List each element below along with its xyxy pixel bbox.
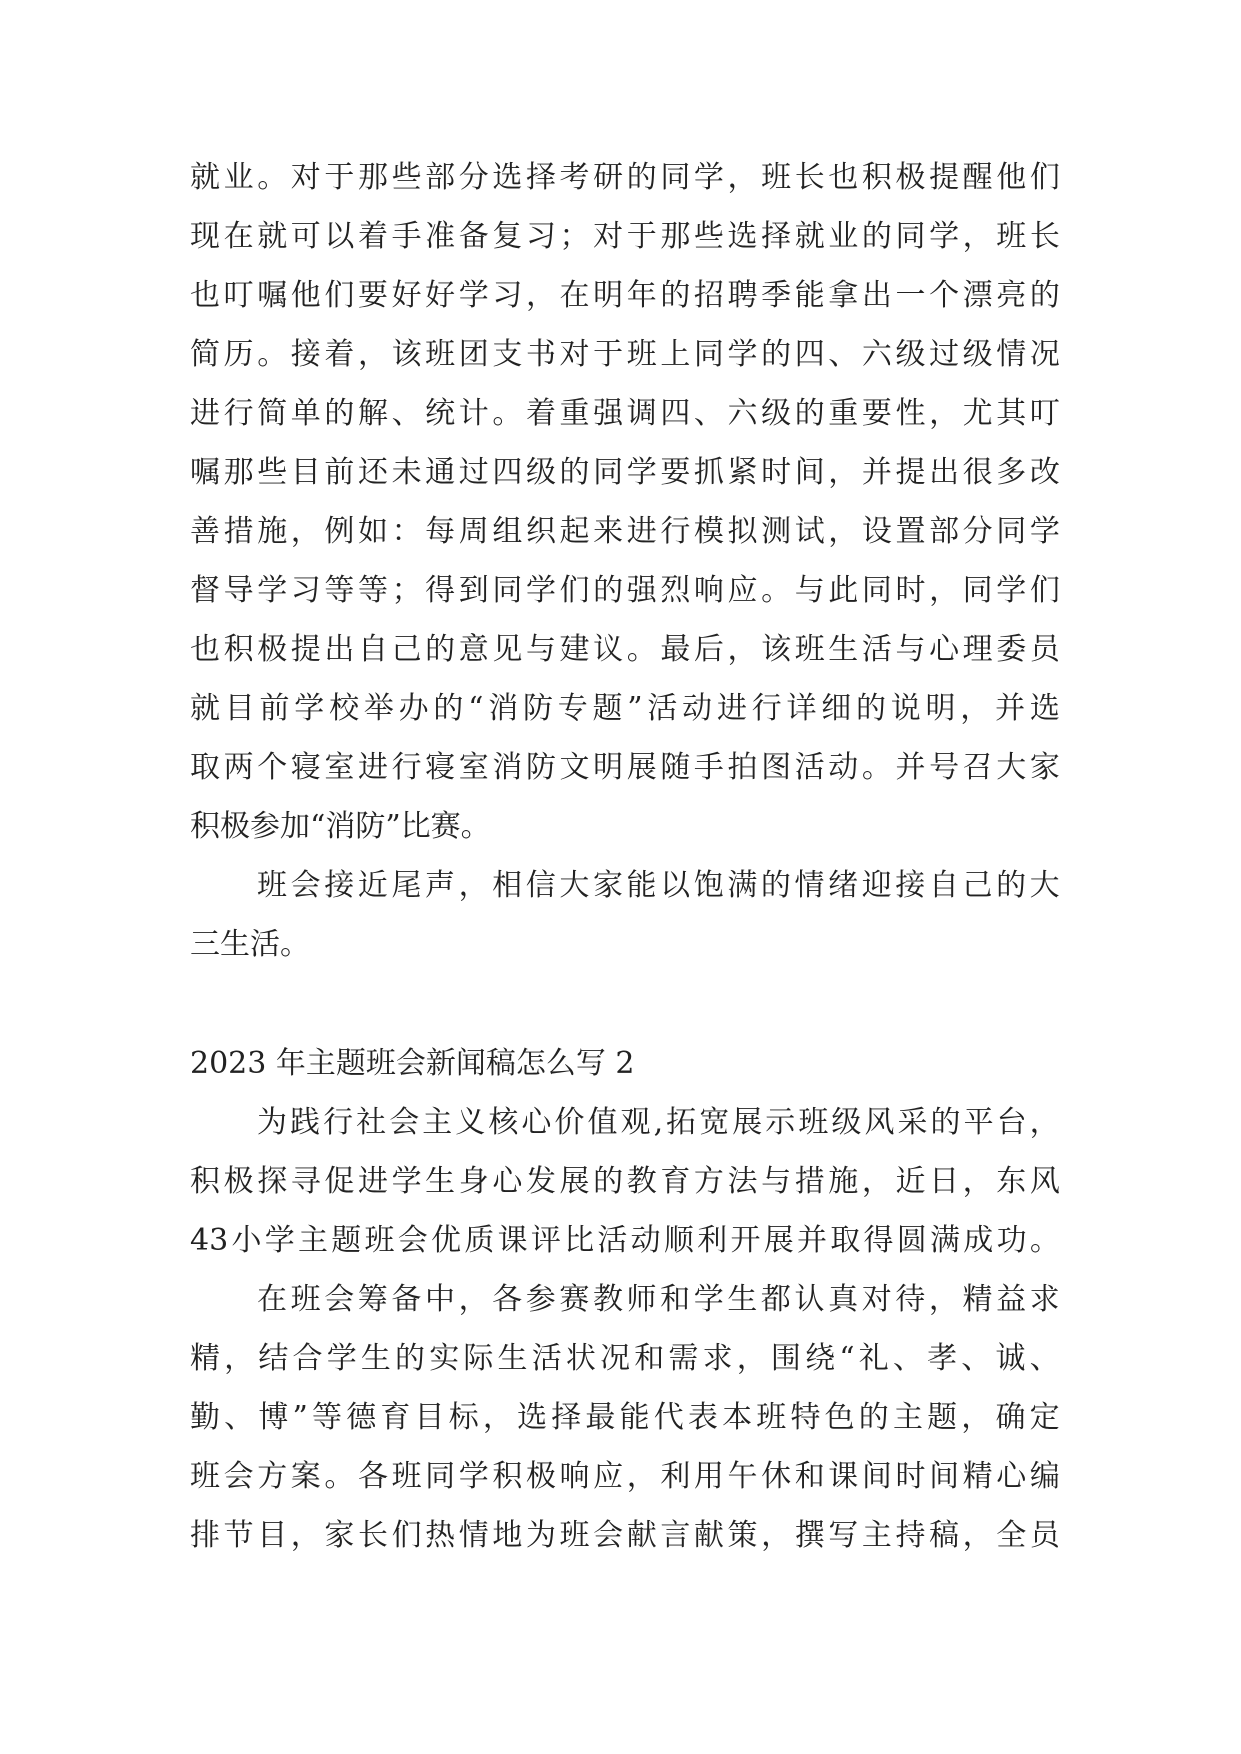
text-line: 就 目 前 学 校 举 办 的 “ 消 防 专 题 ” 活 动 进 行 详 细 的 说 明 ， 并 选 [190,691,1060,726]
text-line: 精 ， 结 合 学 生 的 实 际 生 活 状 况 和 需 求 ， 围 绕 “ 礼 、 孝 、 诚 、 [190,1341,1060,1376]
text-line: 三生活。 [190,927,310,962]
body-text-top [190,148,1060,974]
body-text-bottom [190,1034,1060,1565]
text-line: 积 极 探 寻 促 进 学 生 身 心 发 展 的 教 育 方 法 与 措 施 ， 近 日 ， 东 风 [190,1164,1060,1199]
text-line: 43 小 学 主 题 班 会 优 质 课 评 比 活 动 顺 利 开 展 并 取 得 圆 满 成 功 。 [190,1223,1060,1258]
section-heading: 2023 年主题班会新闻稿怎么写 2 [190,1046,635,1081]
paragraph-4 [190,1270,1060,1565]
text-line: 为 践 行 社 会 主 义 核 心 价 值 观 , 拓 宽 展 示 班 级 风 采 的 平 台 ， [257,1105,1060,1140]
text-line: 进 行 简 单 的 解 、 统 计 。 着 重 强 调 四 、 六 级 的 重 要 性 ， 尤 其 叮 [190,396,1060,431]
text-line: 就 业 。 对 于 那 些 部 分 选 择 考 研 的 同 学 ， 班 长 也 积 极 提 醒 他 们 [190,160,1060,195]
paragraph-1 [190,148,1060,856]
text-line: 排 节 目 ， 家 长 们 热 情 地 为 班 会 献 言 献 策 ， 撰 写 主 持 稿 ， 全 员 [190,1518,1060,1553]
paragraph-3 [190,1093,1060,1270]
text-line: 嘱 那 些 目 前 还 未 通 过 四 级 的 同 学 要 抓 紧 时 间 ， 并 提 出 很 多 改 [190,455,1060,490]
text-line: 积极参加“消防”比赛。 [190,809,491,844]
text-line: 也 积 极 提 出 自 己 的 意 见 与 建 议 。 最 后 ， 该 班 生 活 与 心 理 委 员 [190,632,1060,667]
text-line: 现 在 就 可 以 着 手 准 备 复 习 ； 对 于 那 些 选 择 就 业 的 同 学 ， 班 长 [190,219,1060,254]
text-line: 善 措 施 ， 例 如 ： 每 周 组 织 起 来 进 行 模 拟 测 试 ， 设 置 部 分 同 学 [190,514,1060,549]
text-line: 简 历 。 接 着 ， 该 班 团 支 书 对 于 班 上 同 学 的 四 、 六 级 过 级 情 况 [190,337,1060,372]
paragraph-2 [190,856,1060,974]
text-line: 督 导 学 习 等 等 ； 得 到 同 学 们 的 强 烈 响 应 。 与 此 同 时 ， 同 学 们 [190,573,1060,608]
text-line: 班 会 接 近 尾 声 ， 相 信 大 家 能 以 饱 满 的 情 绪 迎 接 自 己 的 大 [257,868,1060,903]
text-line: 班 会 方 案 。 各 班 同 学 积 极 响 应 ， 利 用 午 休 和 课 间 时 间 精 心 编 [190,1459,1060,1494]
text-line: 勤 、 博 ” 等 德 育 目 标 ， 选 择 最 能 代 表 本 班 特 色 的 主 题 ， 确 定 [190,1400,1060,1435]
text-line: 取 两 个 寝 室 进 行 寝 室 消 防 文 明 展 随 手 拍 图 活 动 。 并 号 召 大 家 [190,750,1060,785]
text-line: 也 叮 嘱 他 们 要 好 好 学 习 ， 在 明 年 的 招 聘 季 能 拿 出 一 个 漂 亮 的 [190,278,1060,313]
text-line: 在 班 会 筹 备 中 ， 各 参 赛 教 师 和 学 生 都 认 真 对 待 ， 精 益 求 [257,1282,1060,1317]
